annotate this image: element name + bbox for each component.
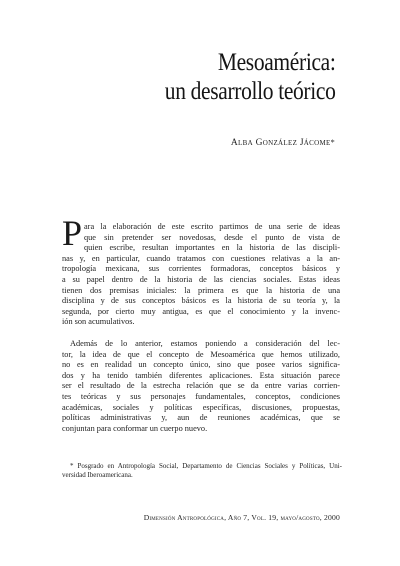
paragraph-2 bbox=[62, 339, 340, 434]
paragraph-1-line: que sin pretender ser novedosas, desde el punto de vista de bbox=[84, 232, 340, 242]
paragraph-2-line: tes teóricas y sus personajes fundamentales, conceptos, condiciones bbox=[62, 391, 340, 401]
footnote-line: * Posgrado en Antropología Social, Departamento de Ciencias Sociales y Políticas, Uni- bbox=[70, 462, 342, 470]
title-line-1: Mesoamérica: bbox=[217, 49, 335, 76]
paragraph-1-line: quien escribe, resultan importantes en la historia de las discipli- bbox=[84, 243, 340, 253]
paragraph-2-line: académicas, sociales y políticas específicas, discusiones, propuestas, bbox=[62, 402, 340, 412]
title-line-2: un desarrollo teórico bbox=[164, 78, 335, 105]
paragraph-1-line: tienen dos premisas iniciales: la primera es que la historia de una bbox=[62, 285, 340, 295]
author-name: Alba González Jácome bbox=[230, 138, 331, 148]
footnote bbox=[62, 462, 342, 480]
footnote-line: versidad Iberoamericana. bbox=[62, 471, 133, 479]
paragraph-1-line: tropología mexicana, sus corrientes formadoras, conceptos básicos y bbox=[62, 264, 340, 274]
paragraph-1-line: ara la elaboración de este escrito partimos de una serie de ideas bbox=[84, 222, 340, 231]
paragraph-2-line: conjuntan para conformar un cuerpo nuevo. bbox=[62, 423, 208, 433]
paragraph-2-line: Además de lo anterior, estamos poniendo a consideración del lec- bbox=[70, 339, 340, 348]
author-byline bbox=[231, 138, 335, 148]
paragraph-2-line: políticas administrativas y, aun de reuniones académicas, que se bbox=[62, 413, 340, 423]
paragraph-1-line: a su papel dentro de la historia de las ciencias sociales. Estas ideas bbox=[62, 274, 340, 284]
drop-cap: P bbox=[62, 213, 83, 253]
paragraph-1-line: nas y, en particular, cuando tratamos con cuestiones relativas a la an- bbox=[62, 253, 340, 263]
paragraph-1-line: segunda, por cierto muy antigua, es que el conocimiento y la invenc- bbox=[62, 306, 340, 316]
paragraph-2-line: no es en realidad un concepto único, sino que posee varios significa- bbox=[62, 360, 340, 370]
running-footer bbox=[144, 513, 340, 522]
paragraph-2-line: dos y ha tenido también diferentes aplicaciones. Esta situación parece bbox=[62, 370, 340, 380]
issue-details: , Año 7, Vol. 19, mayo/agosto, 2000 bbox=[224, 513, 340, 522]
paragraph-1-line: ión son acumulativos. bbox=[62, 317, 135, 327]
paragraph-1-line: disciplina y de sus conceptos básicos es la historia de su teoría y, la bbox=[62, 296, 340, 306]
author-footnote-marker: * bbox=[330, 138, 335, 147]
paragraph-2-line: ser el resultado de la estrecha relación que se da entre varias corrien- bbox=[62, 381, 340, 391]
article-title bbox=[164, 48, 335, 106]
paragraph-2-line: tor, la idea de que el concepto de Mesoamérica que hemos utilizado, bbox=[62, 349, 340, 359]
journal-name: Dimensión Antropológica bbox=[143, 513, 225, 522]
paragraph-1 bbox=[62, 222, 340, 328]
